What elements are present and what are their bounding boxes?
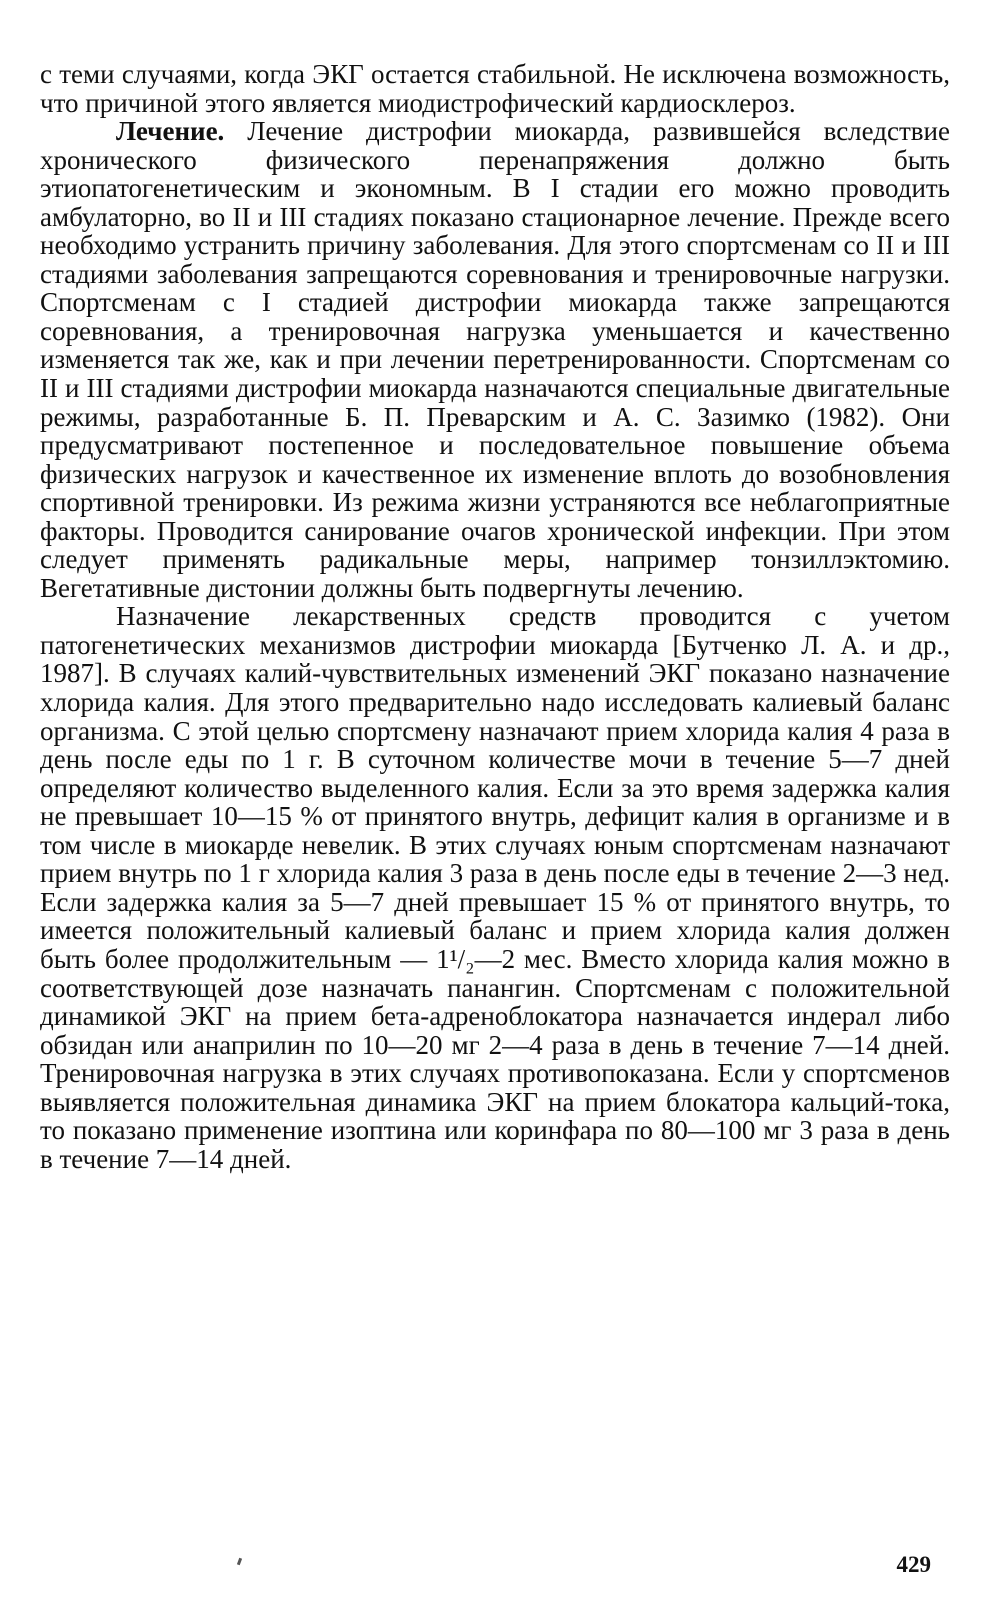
paragraph-treatment <box>40 117 950 602</box>
paragraph-text: с теми случаями, когда ЭКГ остается стабильной. Не исключена возможность, что причиной этого является миодистрофический кардиосклероз. <box>40 59 950 118</box>
paragraph-text: Лечение дистрофии миокарда, развившейся вследствие хронического физического перенапряжения должно быть этиопатогенетическим и экономным. В I стадии его можно проводить амбулаторно, во II и III стадиях показано стационарное лечение. Прежде всего необходимо устранить причину заболевания. Для этого спортсменам со II и III стадиями заболевания запрещаются соревнования и тренировочные нагрузки. Спортсменам с I стадией дистрофии миокарда также запрещаются соревнования, а тренировочная нагрузка уменьшается и качественно изменяется так же, как и при лечении перетренированности. Спортсменам со II и III стадиями дистрофии миокарда назначаются специальные двигательные режимы, разработанные Б. П. Преварским и А. С. Зазимко (1982). Они предусматривают постепенное и последовательное повышение объема физических нагрузок и качественное их изменение вплоть до возобновления спортивной тренировки. Из режима жизни устраняются все неблагоприятные факторы. Проводится санирование очагов хронической инфекции. При этом следует применять радикальные меры, например тонзиллэктомию. Вегетативные дистонии должны быть подвергнуты лечению. <box>40 116 950 603</box>
page-body <box>40 60 950 1173</box>
paragraph-medication <box>40 602 950 1173</box>
page-number: 429 <box>896 1552 931 1577</box>
scan-speck <box>237 1558 242 1566</box>
section-heading: Лечение. <box>116 116 225 147</box>
paragraph-continuation <box>40 60 950 117</box>
paragraph-text: Назначение лекарственных средств проводится с учетом патогенетических механизмов дистрофии миокарда [Бутченко Л. А. и др., 1987]. В случаях калий-чувствительных изменений ЭКГ показано назначение хлорида калия. Для этого предварительно надо исследовать калиевый баланс организма. С этой целью спортсмену назначают прием хлорида калия 4 раза в день после еды по 1 г. В суточном количестве мочи в течение 5—7 дней определяют количество выделенного калия. Если за это время задержка калия не превышает 10—15 % от принятого внутрь, дефицит калия в организме и в том числе в миокарде невелик. В этих случаях юным спортсменам назначают прием внутрь по 1 г хлорида калия 3 раза в день после еды в течение 2—3 нед. Если задержка калия за 5—7 дней превышает 15 % от принятого внутрь, то имеется положительный калиевый баланс и прием хлорида калия должен быть более продолжительным — 1¹/₂—2 мес. Вместо хлорида калия можно в соответствующей дозе назначать панангин. Спортсменам с положительной динамикой ЭКГ на прием бета-адреноблокатора назначается индерал либо обзидан или анаприлин по 10—20 мг 2—4 раза в день в течение 7—14 дней. Тренировочная нагрузка в этих случаях противопоказана. Если у спортсменов выявляется положительная динамика ЭКГ на прием блокатора кальций-тока, то показано применение изоптина или коринфара по 80—100 мг 3 раза в день в течение 7—14 дней. <box>40 601 950 1174</box>
